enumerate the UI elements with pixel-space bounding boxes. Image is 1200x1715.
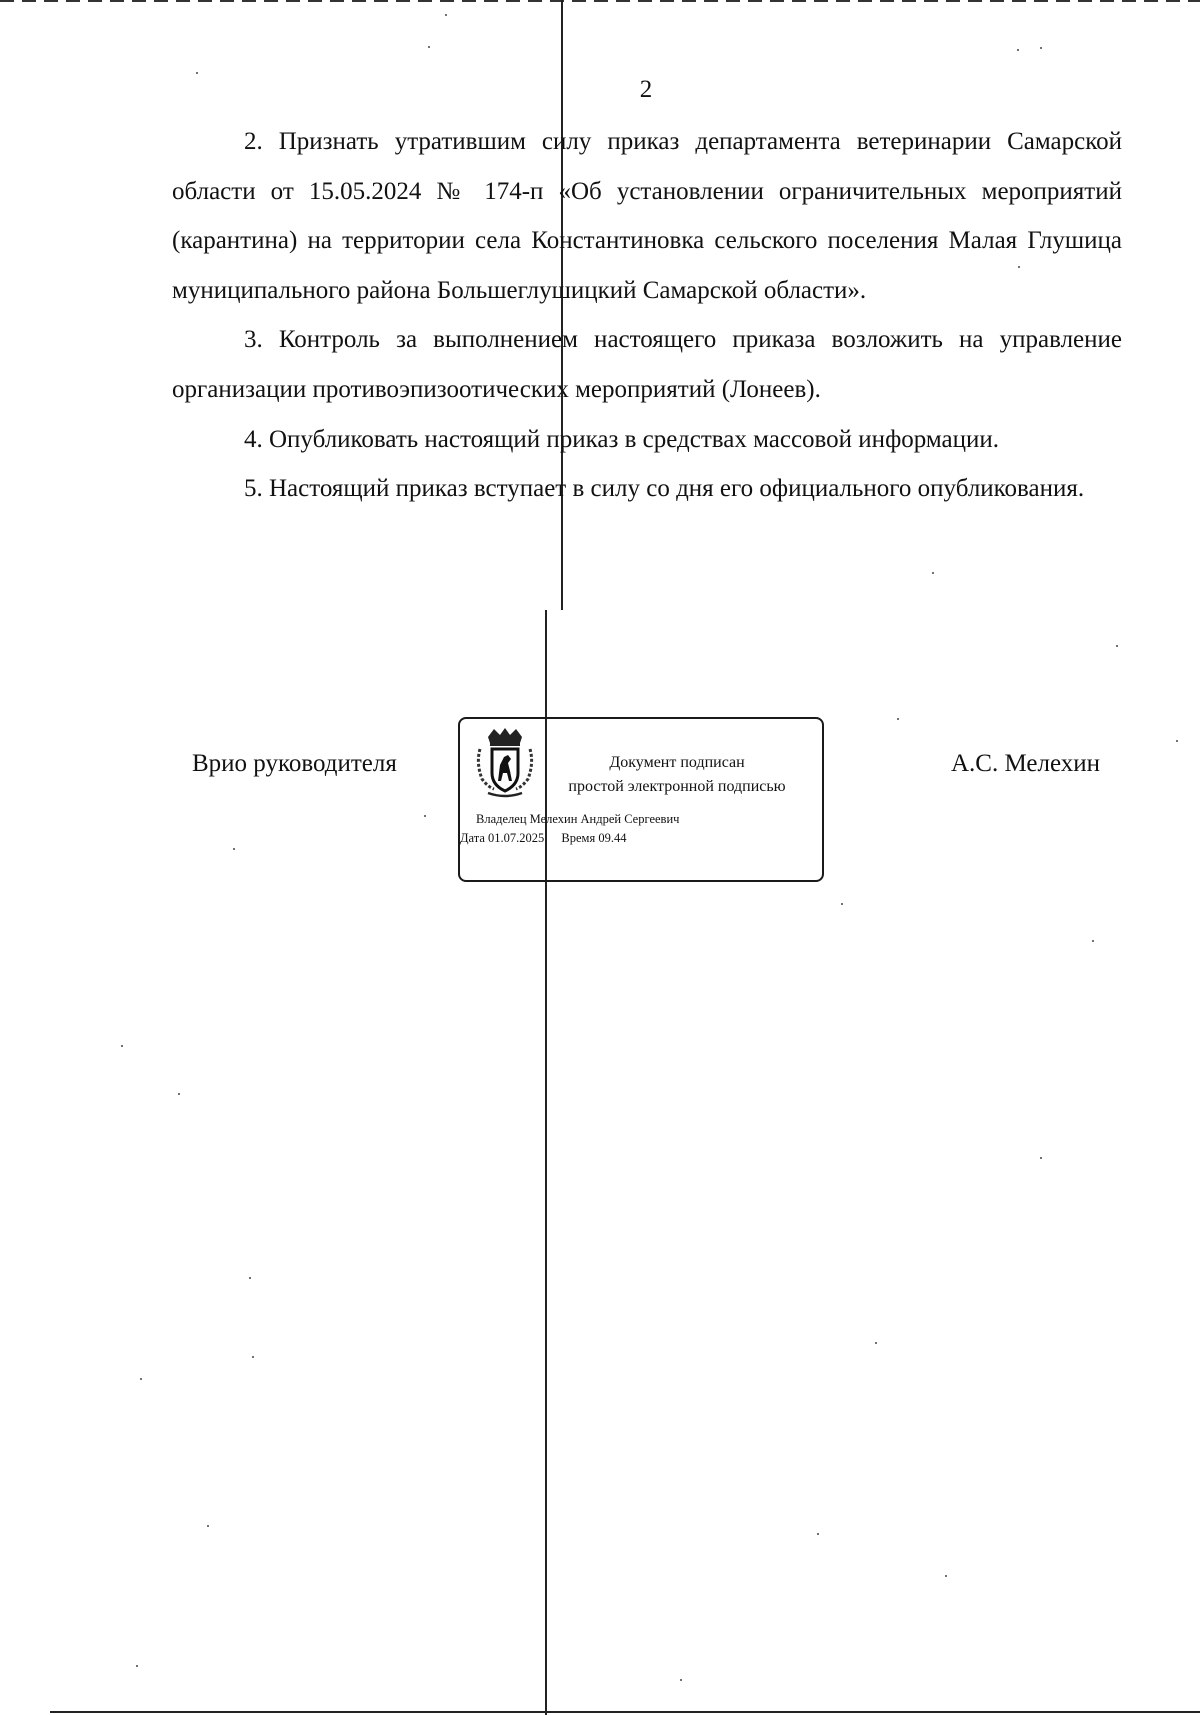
scan-speck	[1040, 1157, 1042, 1159]
order-paragraph-2: 2. Признать утратившим силу приказ департамента ветеринарии Самарской области от 15.05.2024 № 174-п «Об установлении ограничительных мероприятий (карантина) на территории села Константиновка сельского поселения Малая Глушица муниципального района Большеглушицкий Самарской области».	[172, 128, 1122, 304]
scan-speck	[178, 1093, 180, 1095]
scan-speck	[1017, 49, 1019, 51]
electronic-signature-stamp	[458, 717, 824, 882]
scan-edge-top	[0, 0, 1200, 2]
scan-speck	[680, 1679, 682, 1681]
scan-speck	[136, 1665, 138, 1667]
scan-speck	[875, 1342, 877, 1344]
scan-speck	[1176, 740, 1178, 742]
scan-speck	[428, 46, 430, 48]
scan-speck	[932, 572, 934, 574]
scan-edge-bottom	[50, 1711, 1200, 1713]
scan-speck	[121, 1045, 123, 1047]
stamp-date-time	[460, 831, 626, 846]
stamp-heading-line1: Документ подписан	[609, 754, 745, 771]
scan-speck	[424, 815, 426, 817]
scan-speck	[196, 72, 198, 74]
scan-speck	[1092, 940, 1094, 942]
scan-speck	[207, 1525, 209, 1527]
scan-speck	[945, 1575, 947, 1577]
stamp-date: Дата 01.07.2025	[460, 831, 545, 845]
scan-speck	[1040, 47, 1042, 49]
stamp-heading	[542, 751, 812, 799]
scan-speck	[841, 903, 843, 905]
stamp-heading-line2: простой электронной подписью	[568, 778, 786, 795]
signer-name: А.С. Мелехин	[951, 750, 1100, 777]
scan-speck	[252, 1356, 254, 1358]
scan-speck	[233, 848, 235, 850]
scan-speck	[897, 718, 899, 720]
page-number: 2	[639, 76, 653, 103]
order-paragraph-3: 3. Контроль за выполнением настоящего приказа возложить на управление организации противоэпизоотических мероприятий (Лонеев).	[172, 326, 1122, 403]
scan-speck	[817, 1533, 819, 1535]
signer-position: Врио руководителя	[192, 750, 397, 777]
scan-speck	[140, 1378, 142, 1380]
stamp-owner: Владелец Мелехин Андрей Сергеевич	[476, 812, 680, 826]
samara-coat-of-arms-icon	[474, 727, 536, 799]
stamp-time: Время 09.44	[561, 831, 627, 845]
order-paragraph-4: 4. Опубликовать настоящий приказ в средствах массовой информации.	[244, 425, 1000, 453]
scan-speck	[249, 1277, 251, 1279]
scan-speck	[1116, 645, 1118, 647]
order-body	[172, 117, 1122, 514]
scan-speck	[445, 14, 447, 16]
order-paragraph-5: 5. Настоящий приказ вступает в силу со дня его официального опубликования.	[244, 475, 1085, 503]
